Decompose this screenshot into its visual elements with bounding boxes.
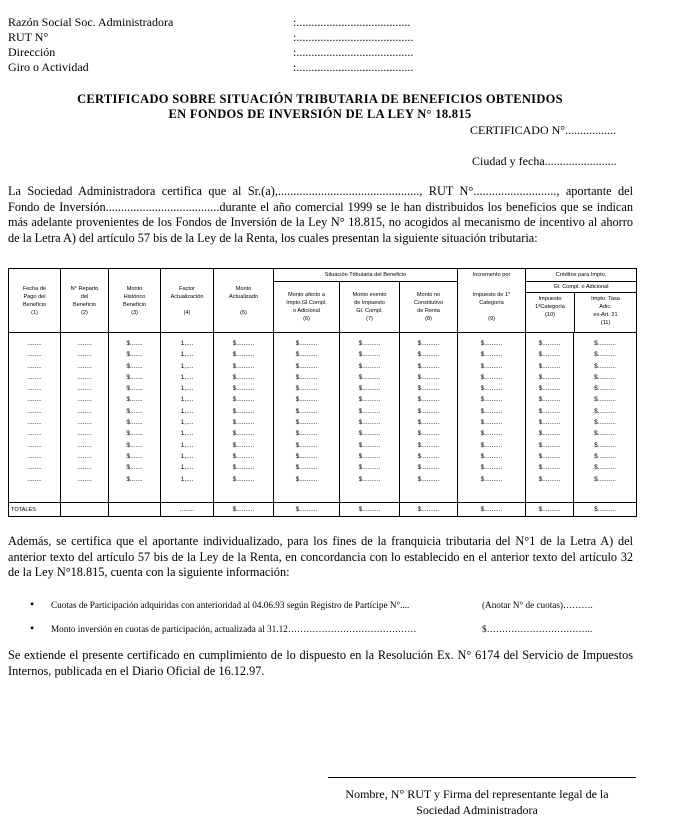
field-label: Dirección xyxy=(8,45,56,59)
table-cell: $.......... xyxy=(295,385,318,393)
table-cell: $.......... xyxy=(594,362,616,370)
table-cell: ........ xyxy=(77,407,92,415)
table-cell: ........ xyxy=(27,340,42,347)
data-column-10 xyxy=(526,333,574,503)
table-cell: $.......... xyxy=(417,419,440,427)
field-value: :....................................... xyxy=(293,30,414,44)
table-cell: $.......... xyxy=(417,373,440,381)
table-cell: ........ xyxy=(27,407,42,415)
bullet-1-text: Cuotas de Participación adquiridas con anterioridad al 04.06.93 según Registro de Partícipe N°.... xyxy=(51,600,410,610)
col-header-4: Factor Actualización (4) xyxy=(161,269,214,333)
table-cell: $....... xyxy=(126,452,143,460)
table-cell: $.......... xyxy=(538,475,561,483)
table-cell: $.......... xyxy=(417,351,440,359)
bullet-2-text: Monto inversión en cuotas de participación, actualizada al 31.12…………………………………… xyxy=(51,624,417,634)
table-cell: ........ xyxy=(27,464,42,472)
table-cell: $.......... xyxy=(295,419,318,427)
table-cell: $.......... xyxy=(417,475,440,483)
table-cell: $.......... xyxy=(417,464,440,472)
closing-paragraph: Se extiende el presente certificado en cumplimiento de lo dispuesto en la Resolución Ex. N° 6174 del Servicio de Impuestos Internos, publicada en el Diario Oficial de 16.12.97. xyxy=(8,648,633,678)
table-cell: $.......... xyxy=(480,373,503,381)
table-cell: $.......... xyxy=(232,340,255,347)
field-label: Razón Social Soc. Administradora xyxy=(8,15,174,29)
signature-line-1: Nombre, N° RUT y Firma del representante legal de la xyxy=(345,787,609,801)
table-cell: $.......... xyxy=(358,373,381,381)
table-cell: $....... xyxy=(126,385,143,393)
table-cell: $.......... xyxy=(232,362,255,370)
table-cell: ........ xyxy=(27,385,42,393)
data-column-2 xyxy=(61,333,109,503)
table-cell: $.......... xyxy=(538,441,561,449)
table-cell: $.......... xyxy=(358,396,381,404)
col-header-3: Monto Histórico Beneficio (3) xyxy=(109,269,161,333)
table-cell: $.......... xyxy=(594,475,616,483)
group-header-creditos: Créditos para Impto. xyxy=(526,269,637,282)
table-cell: $.......... xyxy=(232,441,255,449)
table-cell: $....... xyxy=(126,430,143,438)
table-cell: $.......... xyxy=(358,419,381,427)
table-cell: $.......... xyxy=(295,362,318,370)
table-cell: $.......... xyxy=(358,351,381,359)
table-cell: $.......... xyxy=(358,385,381,393)
col-header-7: Monto exento de Impuesto Gl. Compl. (7) xyxy=(340,282,400,333)
table-cell: $.......... xyxy=(594,441,616,449)
total-cell-2 xyxy=(61,503,109,517)
table-cell: $.......... xyxy=(295,351,318,359)
total-cell-4: ........ xyxy=(161,503,214,517)
table-cell: $.......... xyxy=(358,441,381,449)
totals-row xyxy=(9,503,637,517)
table-cell: ........ xyxy=(27,373,42,381)
field-value: :....................................... xyxy=(293,60,414,74)
table-cell: $.......... xyxy=(594,464,616,472)
table-cell: $....... xyxy=(126,441,143,449)
table-cell: $.......... xyxy=(358,475,381,483)
data-column-1 xyxy=(9,333,61,503)
table-cell: ........ xyxy=(77,464,92,472)
table-cell: $.......... xyxy=(480,441,503,449)
table-cell: ........ xyxy=(77,385,92,393)
table-cell: 1,.... xyxy=(180,452,194,460)
table-cell: $.......... xyxy=(358,340,381,347)
table-cell: $.......... xyxy=(480,385,503,393)
col-header-6: Monto afecto a Impto.Gl.Compl. o Adicional (6) xyxy=(274,282,340,333)
table-cell: $.......... xyxy=(295,452,318,460)
table-cell: ........ xyxy=(77,452,92,460)
creditos-subheader xyxy=(526,282,637,333)
totals-label: TOTALES xyxy=(9,503,61,517)
document-title-line-2: EN FONDOS DE INVERSIÓN DE LA LEY N° 18.815 xyxy=(168,107,472,121)
signature-block xyxy=(318,787,636,818)
table-cell: ........ xyxy=(77,351,92,359)
table-cell: 1,.... xyxy=(180,419,194,427)
table-cell: 1,.... xyxy=(180,441,194,449)
table-cell: $.......... xyxy=(232,396,255,404)
table-cell: ........ xyxy=(27,430,42,438)
table-cell: $.......... xyxy=(480,362,503,370)
table-cell: $.......... xyxy=(358,407,381,415)
table-cell: $.......... xyxy=(538,340,561,347)
table-cell: 1,.... xyxy=(180,340,194,347)
table-cell: $....... xyxy=(126,362,143,370)
table-cell: 1,.... xyxy=(180,362,194,370)
total-cell-7: $.......... xyxy=(340,503,400,517)
table-cell: ........ xyxy=(27,351,42,359)
table-cell: $.......... xyxy=(295,441,318,449)
table-cell: $.......... xyxy=(232,385,255,393)
table-cell: $.......... xyxy=(538,373,561,381)
total-cell-5: $.......... xyxy=(214,503,274,517)
header-field-giro xyxy=(8,60,413,75)
table-cell: $.......... xyxy=(358,464,381,472)
table-cell: 1,.... xyxy=(180,385,194,393)
table-cell: $.......... xyxy=(594,351,616,359)
table-cell: $.......... xyxy=(295,396,318,404)
header-field-rut xyxy=(8,30,413,45)
table-cell: $.......... xyxy=(417,340,440,347)
group-header-incremento: Incremento por xyxy=(458,269,526,282)
table-cell: $.......... xyxy=(480,396,503,404)
total-cell-3 xyxy=(109,503,161,517)
table-cell: $.......... xyxy=(232,407,255,415)
table-cell: $.......... xyxy=(358,430,381,438)
table-cell: $....... xyxy=(126,351,143,359)
table-cell: $.......... xyxy=(295,430,318,438)
col-header-9: Impuesto de 1° Categoría (9) xyxy=(458,282,526,333)
table-cell: ........ xyxy=(77,396,92,404)
table-cell: $.......... xyxy=(358,362,381,370)
data-column-5 xyxy=(214,333,274,503)
table-cell: $.......... xyxy=(417,452,440,460)
data-rows xyxy=(9,333,637,503)
table-cell: 1,.... xyxy=(180,396,194,404)
table-cell: ........ xyxy=(77,430,92,438)
total-cell-10: $.......... xyxy=(526,503,574,517)
table-cell: ........ xyxy=(27,452,42,460)
col-header-8: Monto no Constitutivo de Renta (8) xyxy=(400,282,458,333)
table-cell: ........ xyxy=(77,373,92,381)
table-cell: $.......... xyxy=(295,475,318,483)
table-cell: $.......... xyxy=(417,430,440,438)
table-cell: ........ xyxy=(77,441,92,449)
table-cell: $.......... xyxy=(417,407,440,415)
table-cell: $.......... xyxy=(232,475,255,483)
col-header-1: Fecha de Pago del Beneficio (1) xyxy=(9,269,61,333)
ciudad-fecha: Ciudad y fecha........................ xyxy=(472,154,617,168)
table-cell: ........ xyxy=(27,396,42,404)
data-column-9 xyxy=(458,333,526,503)
table-cell: $.......... xyxy=(232,419,255,427)
signature-line xyxy=(328,777,636,778)
table-cell: $.......... xyxy=(480,351,503,359)
table-cell: $.......... xyxy=(295,407,318,415)
table-cell: $.......... xyxy=(295,340,318,347)
table-cell: $.......... xyxy=(594,385,616,393)
table-cell: $.......... xyxy=(594,340,616,347)
table-cell: $.......... xyxy=(295,373,318,381)
table-cell: $....... xyxy=(126,396,143,404)
table-cell: 1,.... xyxy=(180,373,194,381)
col-header-11: Impto. Tasa Adic. ex-Art. 21 (11) xyxy=(591,296,620,326)
table-cell: $.......... xyxy=(417,362,440,370)
table-cell: $.......... xyxy=(594,452,616,460)
table-cell: $.......... xyxy=(232,351,255,359)
table-cell: $.......... xyxy=(538,419,561,427)
table-cell: ........ xyxy=(27,441,42,449)
table-cell: $.......... xyxy=(480,452,503,460)
table-cell: $.......... xyxy=(538,407,561,415)
table-cell: $....... xyxy=(126,475,143,483)
col-header-2: N° Reparto del Beneficio (2) xyxy=(61,269,109,333)
table-cell: $.......... xyxy=(480,475,503,483)
table-cell: $.......... xyxy=(594,373,616,381)
table-cell: $.......... xyxy=(594,396,616,404)
field-label: RUT N° xyxy=(8,30,49,44)
table-cell: $.......... xyxy=(232,464,255,472)
table-cell: $....... xyxy=(126,419,143,427)
table-cell: $.......... xyxy=(417,385,440,393)
table-cell: $....... xyxy=(126,407,143,415)
table-cell: $.......... xyxy=(480,407,503,415)
table-cell: $.......... xyxy=(232,373,255,381)
table-cell: ........ xyxy=(77,419,92,427)
table-cell: ........ xyxy=(77,340,92,347)
table-cell: $....... xyxy=(126,340,143,347)
table-cell: $.......... xyxy=(538,351,561,359)
table-cell: $.......... xyxy=(538,396,561,404)
beneficios-table xyxy=(8,268,637,517)
header-field-razon-social xyxy=(8,15,410,30)
table-cell: $....... xyxy=(126,373,143,381)
second-paragraph: Además, se certifica que el aportante individualizado, para los fines de la franquicia tributaria del N°1 de la Letra A) del anterior texto del artículo 57 bis de la Ley de la Renta, en concordancia con lo establecido en el anterior texto del artículo 32 de la Ley N°18.815, cuenta con la siguiente información: xyxy=(8,534,633,580)
table-cell: 1,.... xyxy=(180,407,194,415)
table-cell: $.......... xyxy=(538,464,561,472)
table-cell: $.......... xyxy=(232,430,255,438)
signature-line-2: Sociedad Administradora xyxy=(416,802,538,817)
table-cell: 1,.... xyxy=(180,430,194,438)
table-cell: 1,.... xyxy=(180,351,194,359)
data-column-7 xyxy=(340,333,400,503)
table-cell: $.......... xyxy=(594,407,616,415)
total-cell-8: $.......... xyxy=(400,503,458,517)
table-cell: $.......... xyxy=(417,441,440,449)
group-header-situacion: Situación Tributaria del Beneficio xyxy=(274,269,458,282)
bullet-1-value: (Anotar N° de cuotas)………. xyxy=(482,600,593,610)
table-cell: $.......... xyxy=(538,362,561,370)
table-cell: $.......... xyxy=(295,464,318,472)
col-header-10: Impuesto 1ªCategoría (10) xyxy=(526,293,575,332)
bullet-icon: • xyxy=(30,621,35,635)
data-column-4 xyxy=(161,333,214,503)
data-column-3 xyxy=(109,333,161,503)
table-cell: $.......... xyxy=(538,452,561,460)
table-cell: 1,.... xyxy=(180,464,194,472)
data-column-11 xyxy=(574,333,637,503)
table-cell: $.......... xyxy=(480,340,503,347)
table-cell: $.......... xyxy=(480,419,503,427)
field-label: Giro o Actividad xyxy=(8,60,89,74)
creditos-sub-label: Gl. Compl. o Adicional xyxy=(526,282,636,293)
table-cell: $.......... xyxy=(358,452,381,460)
data-column-8 xyxy=(400,333,458,503)
table-cell: $.......... xyxy=(232,452,255,460)
data-column-6 xyxy=(274,333,340,503)
document-title-line-1: CERTIFICADO SOBRE SITUACIÓN TRIBUTARIA DE BENEFICIOS OBTENIDOS xyxy=(77,92,563,106)
table-cell: ........ xyxy=(77,475,92,483)
field-value: :....................................... xyxy=(293,45,414,59)
table-cell: $.......... xyxy=(594,419,616,427)
table-cell: $.......... xyxy=(417,396,440,404)
header-field-direccion xyxy=(8,45,413,60)
bullet-icon: • xyxy=(30,597,35,611)
table-cell: ........ xyxy=(77,362,92,370)
table-cell: $.......... xyxy=(538,430,561,438)
intro-paragraph: La Sociedad Administradora certifica que al Sr.(a),.............................................., RUT N°..........................., aportante del Fondo de Inversión.....................................durante el año comercial 1999 se le han distribuidos los beneficios que se indican más adelante provenientes de los Fondos de Inversión de la Ley N° 18.815, no acogidos al mecanismo de incentivo al ahorro de la Letra A) del artículo 57 bis de la Ley de la Renta, los cuales presentan la siguiente situación tributaria: xyxy=(8,184,633,245)
table-cell: ........ xyxy=(27,475,42,483)
certificado-number: CERTIFICADO N°................. xyxy=(470,123,617,137)
col-header-5: Monto Actualizado (5) xyxy=(214,269,274,333)
field-value: :...................................... xyxy=(293,15,411,29)
table-cell: $.......... xyxy=(538,385,561,393)
total-cell-11: $.......... xyxy=(574,503,637,517)
bullet-2-value: $…………………………….. xyxy=(482,624,593,634)
table-cell: $....... xyxy=(126,464,143,472)
table-cell: 1,.... xyxy=(180,475,194,483)
table-cell: ........ xyxy=(27,419,42,427)
table-cell: $.......... xyxy=(594,430,616,438)
total-cell-9: $.......... xyxy=(458,503,526,517)
table-cell: $.......... xyxy=(480,464,503,472)
table-cell: $.......... xyxy=(480,430,503,438)
total-cell-6: $.......... xyxy=(274,503,340,517)
table-cell: ........ xyxy=(27,362,42,370)
